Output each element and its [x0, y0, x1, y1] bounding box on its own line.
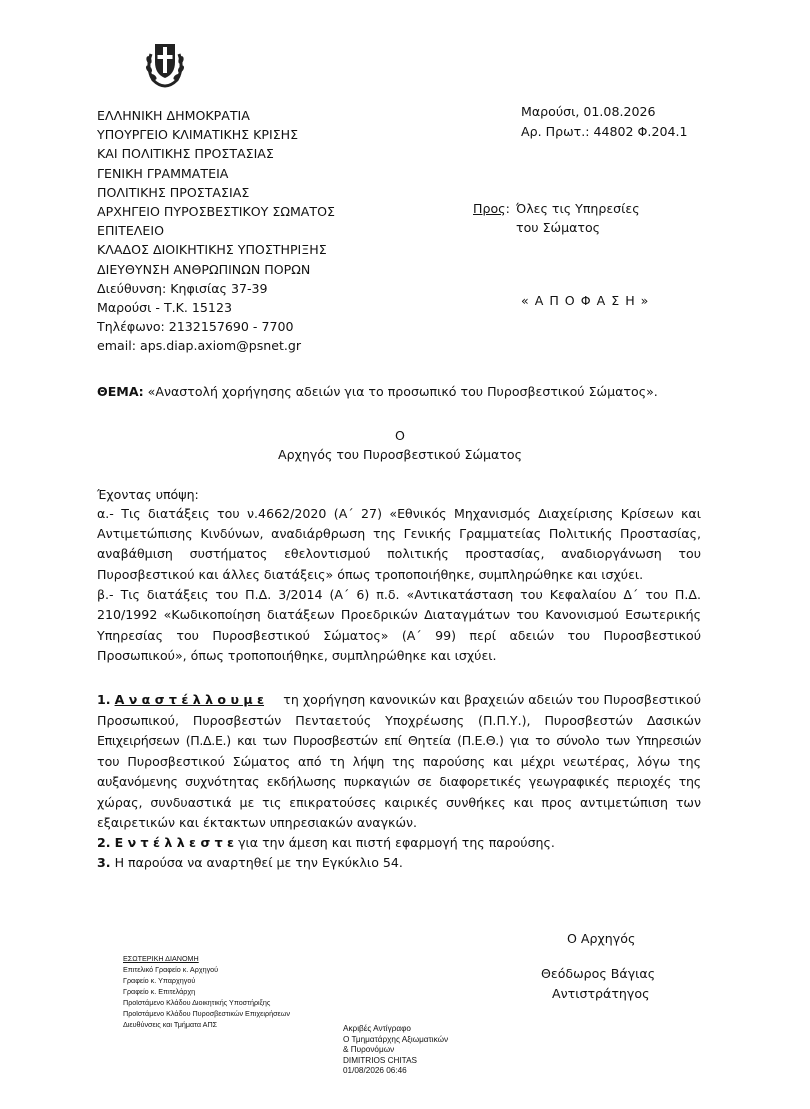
- decision-item-1-line: αυξανόμενης συχνότητας εκδήλωσης πυρκαγιών σε διαφορετικές γεωγραφικές περιοχές της: [97, 774, 701, 789]
- issuer-line: Διεύθυνση: Κηφισίας 37-39: [97, 280, 268, 296]
- recipient-label: Προς: [473, 201, 506, 216]
- recipient-line: του Σώματος: [516, 220, 601, 235]
- decision-item-1-line: Επιχειρήσεων (Π.Δ.Ε.) και των Πυροσβεστών επί Θητεία (Π.Ε.Θ.) για το σύνολο των Υπηρεσιών: [97, 733, 701, 748]
- certified-copy-stamp: [343, 1024, 448, 1077]
- considering-a-line: Αντιμετώπισης Κινδύνων, αναδιάρθρωση της Γενικής Γραμματείας Πολιτικής Προστασίας,: [97, 526, 701, 541]
- protocol-number: Αρ. Πρωτ.: 44802 Φ.204.1: [521, 124, 688, 139]
- decision-item-1-line: του Πυροσβεστικού Σώματος από τη λήψη της παρούσης και μέχρι νεωτέρας, λόγω της: [97, 754, 701, 769]
- signature-role: Ο Αρχηγός: [567, 931, 636, 946]
- authority-title: Αρχηγός του Πυροσβεστικού Σώματος: [277, 447, 523, 462]
- issuer-line: email: aps.diap.axiom@psnet.gr: [97, 338, 302, 354]
- signature-rank: Αντιστράτηγος: [552, 986, 650, 1001]
- considering-b-line: Προσωπικού», όπως τροποποιήθηκε, συμπληρώθηκε και ισχύει.: [97, 648, 497, 663]
- considering-a-line: α.- Τις διατάξεις του ν.4662/2020 (Α΄ 27) «Εθνικός Μηχανισμός Διαχείρισης Κρίσεων και: [97, 506, 701, 521]
- considering-title: Έχοντας υπόψη:: [97, 487, 199, 502]
- distribution-item: Προϊστάμενο Κλάδου Πυροσβεστικών Επιχειρήσεων: [123, 1009, 290, 1018]
- greek-coat-of-arms-icon: [143, 38, 187, 88]
- recipient-block: [473, 199, 510, 218]
- coat-of-arms: [143, 38, 187, 88]
- issuer-line: ΠΟΛΙΤΙΚΗΣ ΠΡΟΣΤΑΣΙΑΣ: [97, 184, 250, 200]
- decision-item-2-number: 2.: [97, 835, 111, 850]
- distribution-item: Γραφείο κ. Υπαρχηγού: [123, 976, 196, 985]
- considering-a-line: αναβάθμιση συστήματος εθελοντισμού πολιτικής προστασίας, αναδιοργάνωση του: [97, 546, 701, 561]
- authority-article: Ο: [395, 428, 405, 443]
- decision-item-1-first-line: [97, 690, 701, 710]
- certified-copy-line: Ο Τμηματάρχης Αξιωματικών: [343, 1034, 449, 1044]
- distribution-item: Επιτελικό Γραφείο κ. Αρχηγού: [123, 965, 219, 974]
- issuer-line: ΔΙΕΥΘΥΝΣΗ ΑΝΘΡΩΠΙΝΩΝ ΠΟΡΩΝ: [97, 261, 311, 277]
- issuer-line: ΓΕΝΙΚΗ ΓΡΑΜΜΑΤΕΙΑ: [97, 165, 229, 181]
- decision-item-1-verb: Α ν α σ τ έ λ λ ο υ μ ε: [114, 692, 265, 707]
- certified-copy-line: 01/08/2026 06:46: [343, 1066, 407, 1075]
- decision-item-3-number: 3.: [97, 855, 111, 870]
- issuer-line: ΕΛΛΗΝΙΚΗ ΔΗΜΟΚΡΑΤΙΑ: [97, 108, 250, 123]
- decision-item-1-head: [97, 690, 264, 710]
- certified-copy-line: DIMITRIOS CHITAS: [343, 1055, 417, 1065]
- distribution-title: ΕΣΩΤΕΡΙΚΗ ΔΙΑΝΟΜΗ: [123, 954, 199, 963]
- decision-item-3-text: Η παρούσα να αναρτηθεί με την Εγκύκλιο 54.: [110, 855, 403, 870]
- considering-b-line: Υπηρεσίας του Πυροσβεστικού Σώματος» (Α΄ 99) περί αδειών του Πυροσβεστικού: [97, 628, 701, 643]
- decision-item-2: [97, 833, 701, 853]
- issuer-line: ΚΑΙ ΠΟΛΙΤΙΚΗΣ ΠΡΟΣΤΑΣΙΑΣ: [97, 146, 274, 162]
- subject-text: «Αναστολή χορήγησης αδειών για το προσωπικό του Πυροσβεστικού Σώματος».: [143, 384, 658, 399]
- issuer-block: [97, 106, 335, 356]
- internal-distribution: [123, 953, 290, 1030]
- subject: [97, 382, 658, 401]
- decision-item-2-verb: Ε ν τ έ λ λ ε σ τ ε: [114, 835, 235, 850]
- considering-b-line: β.- Τις διατάξεις του Π.Δ. 3/2014 (Α΄ 6) π.δ. «Αντικατάσταση του Κεφαλαίου Δ΄ του Π.Δ.: [97, 587, 701, 602]
- issuer-line: Μαρούσι - Τ.Κ. 15123: [97, 300, 232, 316]
- recipient-colon: :: [505, 201, 510, 216]
- certified-copy-line: & Πυρονόμων: [343, 1045, 395, 1054]
- considering-b-line: 210/1992 «Κωδικοποίηση διατάξεων Προεδρικών Διαταγμάτων του Κανονισμού Εσωτερικής: [97, 607, 701, 622]
- considering-a-line: Πυροσβεστικού και άλλες διατάξεις» όπως τροποποιήθηκε, συμπληρώθηκε και ισχύει.: [97, 567, 644, 582]
- recipient-line: Όλες τις Υπηρεσίες: [516, 201, 640, 216]
- place-date: Μαρούσι, 01.08.2026: [521, 104, 656, 119]
- certified-copy-line: Ακριβές Αντίγραφο: [343, 1024, 411, 1033]
- issuer-line: ΚΛΑΔΟΣ ΔΙΟΙΚΗΤΙΚΗΣ ΥΠΟΣΤΗΡΙΞΗΣ: [97, 242, 327, 258]
- issuer-line: ΕΠΙΤΕΛΕΙΟ: [97, 223, 164, 239]
- decision-item-1-line: χώρας, συνδυαστικά με τις επικρατούσες καιρικές συνθήκες και προς αντιμετώπιση των: [97, 795, 701, 810]
- signature-name: Θεόδωρος Βάγιας: [541, 966, 656, 981]
- decision-item-1-number: 1.: [97, 692, 111, 707]
- document-type: « Α Π Ο Φ Α Σ Η »: [521, 293, 650, 308]
- distribution-item: Προϊστάμενο Κλάδου Διοικητικής Υποστήριξης: [123, 998, 271, 1007]
- decision-item-3: [97, 853, 701, 873]
- issuer-line: ΑΡΧΗΓΕΙΟ ΠΥΡΟΣΒΕΣΤΙΚΟΥ ΣΩΜΑΤΟΣ: [97, 204, 335, 220]
- decision-item-1-line: εξαιρετικών και έκτακτων υπηρεσιακών αναγκών.: [97, 815, 418, 830]
- distribution-item: Γραφείο κ. Επιτελάρχη: [123, 987, 196, 996]
- distribution-item: Διευθύνσεις και Τμήματα ΑΠΣ: [123, 1020, 218, 1029]
- decision-item-1-first: τη χορήγηση κανονικών και βραχειών αδειών του Πυροσβεστικού: [283, 692, 701, 707]
- decision-item-2-text: για την άμεση και πιστή εφαρμογή της παρούσης.: [234, 835, 555, 850]
- issuer-line: Τηλέφωνο: 2132157690 - 7700: [97, 319, 294, 335]
- decision-item-1-line: Προσωπικού, Πυροσβεστών Πενταετούς Υποχρέωσης (Π.Π.Υ.), Πυροσβεστών Δασικών: [97, 713, 701, 728]
- issuer-line: ΥΠΟΥΡΓΕΙΟ ΚΛΙΜΑΤΙΚΗΣ ΚΡΙΣΗΣ: [97, 127, 299, 143]
- subject-label: ΘΕΜΑ:: [97, 384, 144, 399]
